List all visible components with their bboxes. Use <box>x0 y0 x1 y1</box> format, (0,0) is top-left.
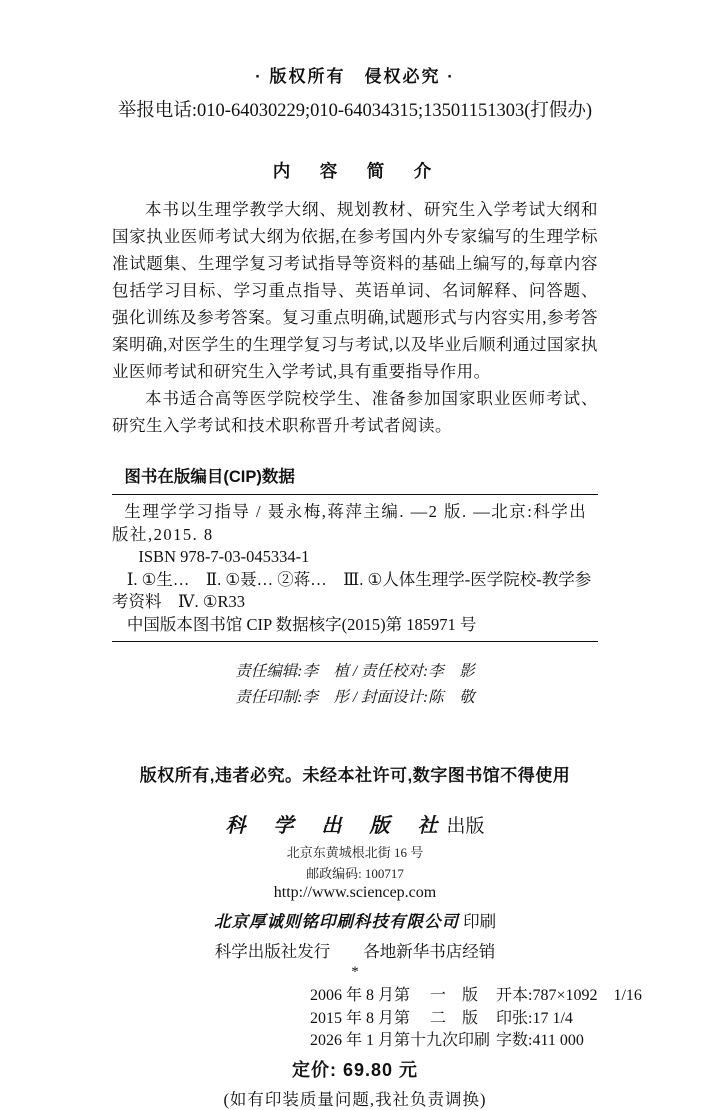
edition-row-second <box>310 1008 632 1031</box>
cip-heading: 图书在版编目(CIP)数据 <box>124 468 295 486</box>
publisher-postcode: 邮政编码: 100717 <box>306 866 404 881</box>
printer-role-label: 印刷 <box>463 912 497 931</box>
intro-paragraph-2: 本书适合高等医学院校学生、准备参加国家职业医师考试、研究生入学考试和技术职称晋升考试者阅读。 <box>112 389 598 435</box>
cip-isbn: ISBN 978-7-03-045334-1 <box>138 547 310 566</box>
publisher-website: http://www.sciencep.com <box>273 884 437 901</box>
distribution-line: 科学出版社发行 各地新华书店经销 <box>214 942 496 961</box>
intro-paragraph-1: 本书以生理学教学大纲、规划教材、研究生入学考试大纲和国家执业医师考试大纲为依据,在参考国内外专家编写的生理学标准试题集、生理学复习考试指导等资料的基础上编写的,每章内容包括学习目标、学习重点指导、英语单词、名词解释、问答题、强化训练及参考答案。复习重点明确,试题形式与内容实用,参考答案明确,对医学生的生理学复习与考试,以及毕业后顺利通过国家执业医师考试和研究生入学考试,具有重要指导作用。 <box>112 200 598 381</box>
edition-block <box>310 985 642 1053</box>
text-block <box>112 0 642 1110</box>
intro-heading: 内 容 简 介 <box>272 161 438 181</box>
copyright-notice: · 版权所有 侵权必究 · <box>255 67 455 86</box>
publisher-name-script: 科 学 出 版 社 <box>225 815 442 837</box>
format-spec: 开本:787×1092 1/16 <box>496 987 642 1004</box>
star-divider: * <box>351 964 359 980</box>
publisher-role-label: 出版 <box>446 816 485 837</box>
staff-credits <box>112 659 598 711</box>
edition-second-date: 2015 年 8 月第 二 版 <box>310 1009 479 1027</box>
cip-classification: Ⅰ. ①生… Ⅱ. ①聂… ②蒋… Ⅲ. ①人体生理学-医学院校-教学参考资料 Ⅳ. ①R33 <box>112 569 592 611</box>
cip-registry-number: 中国版本图书馆 CIP 数据核字(2015)第 185971 号 <box>126 614 477 634</box>
cip-rule-bottom <box>112 641 598 642</box>
report-hotline: 举报电话:010-64030229;010-64034315;13501151303(打假办) <box>117 101 593 121</box>
edition-row-first <box>310 985 642 1008</box>
printer-line <box>112 908 598 932</box>
price-line: 定价: 69.80 元 <box>291 1059 419 1080</box>
sheets-spec: 印张:17 1/4 <box>496 1009 573 1027</box>
rights-notice: 版权所有,违者必究。未经本社许可,数字图书馆不得使用 <box>139 766 571 785</box>
exchange-note: (如有印装质量问题,我社负责调换) <box>223 1089 487 1109</box>
credit-editors-line: 责任编辑:李 植 / 责任校对:李 影 <box>235 663 475 680</box>
cip-rule-top <box>112 494 598 495</box>
cip-title-line: 生理学学习指导 / 聂永梅,蒋萍主编. —2 版. —北京:科学出版社,2015. 8 <box>112 502 588 544</box>
cip-body <box>112 501 598 636</box>
edition-row-printing <box>310 1030 632 1053</box>
publisher-line <box>112 809 598 838</box>
printer-name-script: 北京厚诚则铭印刷科技有限公司 <box>213 912 459 931</box>
credit-printing-design-line: 责任印制:李 彤 / 封面设计:陈 敬 <box>235 689 475 706</box>
edition-first-date: 2006 年 8 月第 一 版 <box>310 987 479 1004</box>
printing-date: 2026 年 1 月第十九次印刷 <box>310 1032 491 1049</box>
word-count: 字数:411 000 <box>496 1032 584 1049</box>
publisher-address: 北京东黄城根北街 16 号 <box>286 845 424 860</box>
publisher-block <box>112 809 598 981</box>
